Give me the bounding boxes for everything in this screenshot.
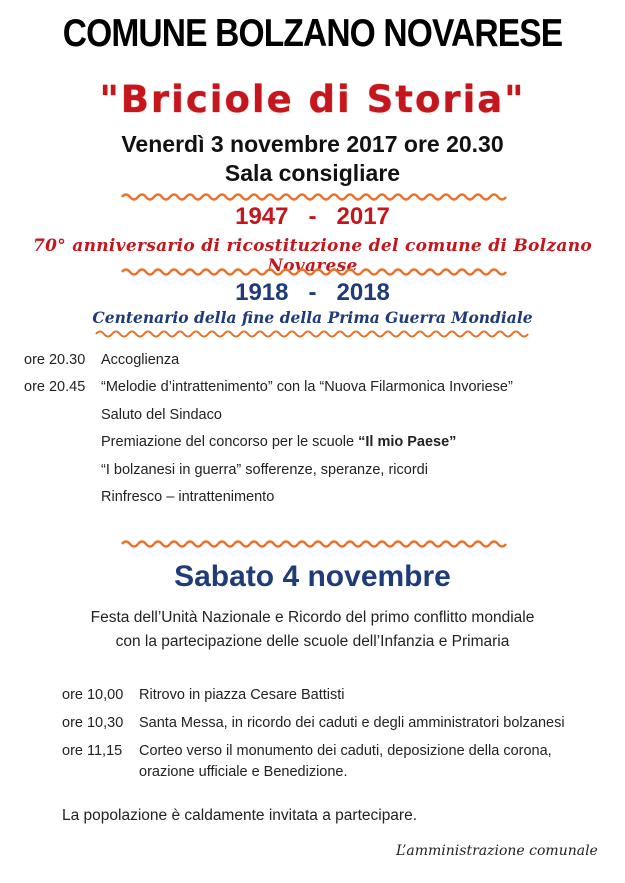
program-desc: Accoglienza <box>101 352 180 368</box>
program-time: ore 20.30 <box>24 352 86 368</box>
town-title: COMUNE BOLZANO NOVARESE <box>62 12 563 55</box>
saturday-title: Sabato 4 novembre <box>174 560 451 593</box>
signature: L’amministrazione comunale <box>396 843 598 859</box>
program-time: ore 20.45 <box>24 379 86 395</box>
program-time: ore 10,00 <box>62 687 124 703</box>
centenary-text: Centenario della fine della Prima Guerra Mondiale <box>92 308 533 327</box>
program-desc: “Melodie d’intrattenimento” con la “Nuova Filarmonica Invoriese” <box>101 379 513 395</box>
event-title: "Briciole di Storia" <box>99 78 526 121</box>
program-desc: Ritrovo in piazza Cesare Battisti <box>139 687 345 703</box>
ornamental-divider <box>0 192 625 202</box>
ornamental-divider <box>0 539 625 549</box>
program-desc-text: Premiazione del concorso per le scuole <box>101 434 359 450</box>
saturday-desc-line: con la partecipazione delle scuole dell’Infanzia e Primaria <box>115 633 510 650</box>
anniversary-text: 70° anniversario di ricostituzione del comune di Bolzano Novarese <box>33 236 592 276</box>
centenary-years: 1918 - 2018 <box>235 279 390 306</box>
program-desc: “I bolzanesi in guerra” sofferenze, speranze, ricordi <box>101 462 428 478</box>
event-date: Venerdì 3 novembre 2017 ore 20.30 <box>121 131 504 157</box>
contest-name: “Il mio Paese” <box>358 434 457 450</box>
saturday-desc-line: Festa dell’Unità Nazionale e Ricordo del primo conflitto mondiale <box>90 609 535 626</box>
invitation-text: La popolazione è caldamente invitata a partecipare. <box>62 807 418 824</box>
ornamental-divider <box>0 329 625 339</box>
saturday-description <box>0 606 625 654</box>
program-desc: Santa Messa, in ricordo dei caduti e degli amministratori bolzanesi <box>139 715 565 731</box>
program-desc: Rinfresco – intrattenimento <box>101 489 275 505</box>
event-venue: Sala consigliare <box>224 160 401 186</box>
program-time: ore 10,30 <box>62 715 124 731</box>
program-desc: orazione ufficiale e Benedizione. <box>139 764 348 780</box>
program-time: ore 11,15 <box>62 743 123 759</box>
program-desc: Saluto del Sindaco <box>101 407 222 423</box>
program-desc: Corteo verso il monumento dei caduti, deposizione della corona, <box>139 743 552 759</box>
ornamental-divider <box>0 267 625 277</box>
program-desc <box>101 434 456 450</box>
anniversary-years: 1947 - 2017 <box>235 203 390 230</box>
